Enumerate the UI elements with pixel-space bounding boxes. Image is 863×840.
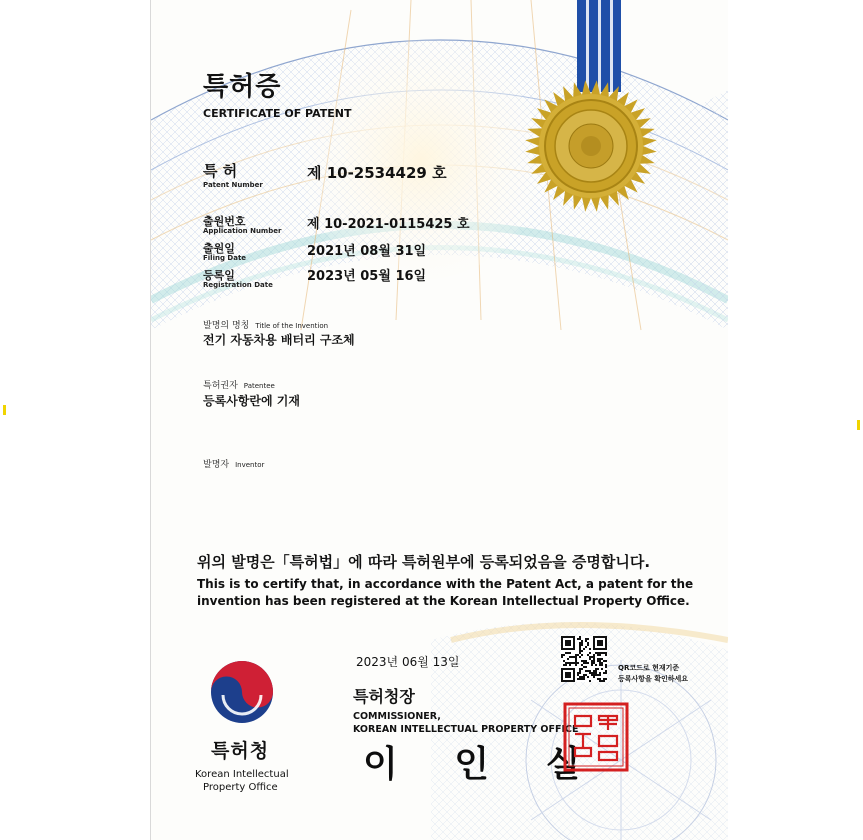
office-name-english-line2: Property Office bbox=[203, 782, 278, 793]
qr-caption-line1: QR코드로 현재기준 bbox=[618, 664, 680, 672]
certification-statement-english-line2: invention has been registered at the Korean Intellectual Property Office. bbox=[197, 594, 690, 608]
invention-title-value: 전기 자동차용 배터리 구조체 bbox=[203, 333, 355, 347]
kipo-logo-icon bbox=[209, 659, 275, 725]
registration-date-label-korean: 등록일 bbox=[203, 269, 235, 282]
crop-mark-left bbox=[3, 405, 6, 415]
official-red-stamp bbox=[563, 702, 629, 772]
application-number-label-korean: 출원번호 bbox=[203, 215, 246, 228]
patentee-label-korean: 특허권자 bbox=[203, 381, 238, 391]
invention-title-label-korean: 발명의 명칭 bbox=[203, 321, 250, 331]
crop-mark-right bbox=[857, 420, 860, 430]
registration-date-label-english: Registration Date bbox=[203, 281, 273, 289]
patentee-label bbox=[203, 378, 275, 391]
invention-title-label-english: Title of the Invention bbox=[255, 322, 329, 330]
office-name-english-line1: Korean Intellectual bbox=[195, 769, 289, 780]
inventor-label bbox=[203, 457, 264, 470]
gold-seal bbox=[523, 78, 659, 214]
filing-date-value: 2021년 08월 31일 bbox=[307, 244, 427, 259]
filing-date-label-english: Filing Date bbox=[203, 254, 247, 262]
patentee-value: 등록사항란에 기재 bbox=[203, 394, 300, 408]
certificate-title-english: CERTIFICATE OF PATENT bbox=[203, 107, 352, 120]
patentee-label-english: Patentee bbox=[243, 382, 275, 390]
filing-date-label-korean: 출원일 bbox=[203, 242, 235, 255]
commissioner-title-english-line1: COMMISSIONER, bbox=[353, 711, 441, 722]
application-number-value: 제 10-2021-0115425 호 bbox=[307, 217, 470, 232]
certification-statement-korean: 위의 발명은「특허법」에 따라 특허원부에 등록되었음을 증명합니다. bbox=[197, 553, 651, 571]
application-number-label-english: Application Number bbox=[203, 227, 282, 235]
commissioner-title-english-line2: KOREAN INTELLECTUAL PROPERTY OFFICE bbox=[353, 724, 579, 735]
certification-statement-english-line1: This is to certify that, in accordance with the Patent Act, a patent for the bbox=[197, 577, 694, 591]
qr-code[interactable] bbox=[561, 636, 607, 682]
registration-date-value: 2023년 05월 16일 bbox=[307, 269, 427, 284]
qr-caption-line2: 등록사항을 확인하세요 bbox=[618, 675, 689, 683]
inventor-label-english: Inventor bbox=[235, 461, 265, 469]
patent-number-label-english: Patent Number bbox=[203, 181, 263, 189]
patent-number-value: 제 10-2534429 호 bbox=[307, 164, 447, 182]
certificate-title-korean: 특허증 bbox=[203, 72, 282, 102]
issue-date: 2023년 06월 13일 bbox=[356, 655, 460, 669]
commissioner-title-korean: 특허청장 bbox=[353, 687, 415, 706]
office-name-korean: 특허청 bbox=[211, 740, 270, 762]
commissioner-signature: 이 인 실 bbox=[363, 743, 603, 785]
patent-number-label-korean: 특 허 bbox=[203, 162, 238, 180]
invention-title-label bbox=[203, 318, 328, 331]
patent-certificate bbox=[150, 0, 728, 840]
inventor-label-korean: 발명자 bbox=[203, 460, 230, 470]
